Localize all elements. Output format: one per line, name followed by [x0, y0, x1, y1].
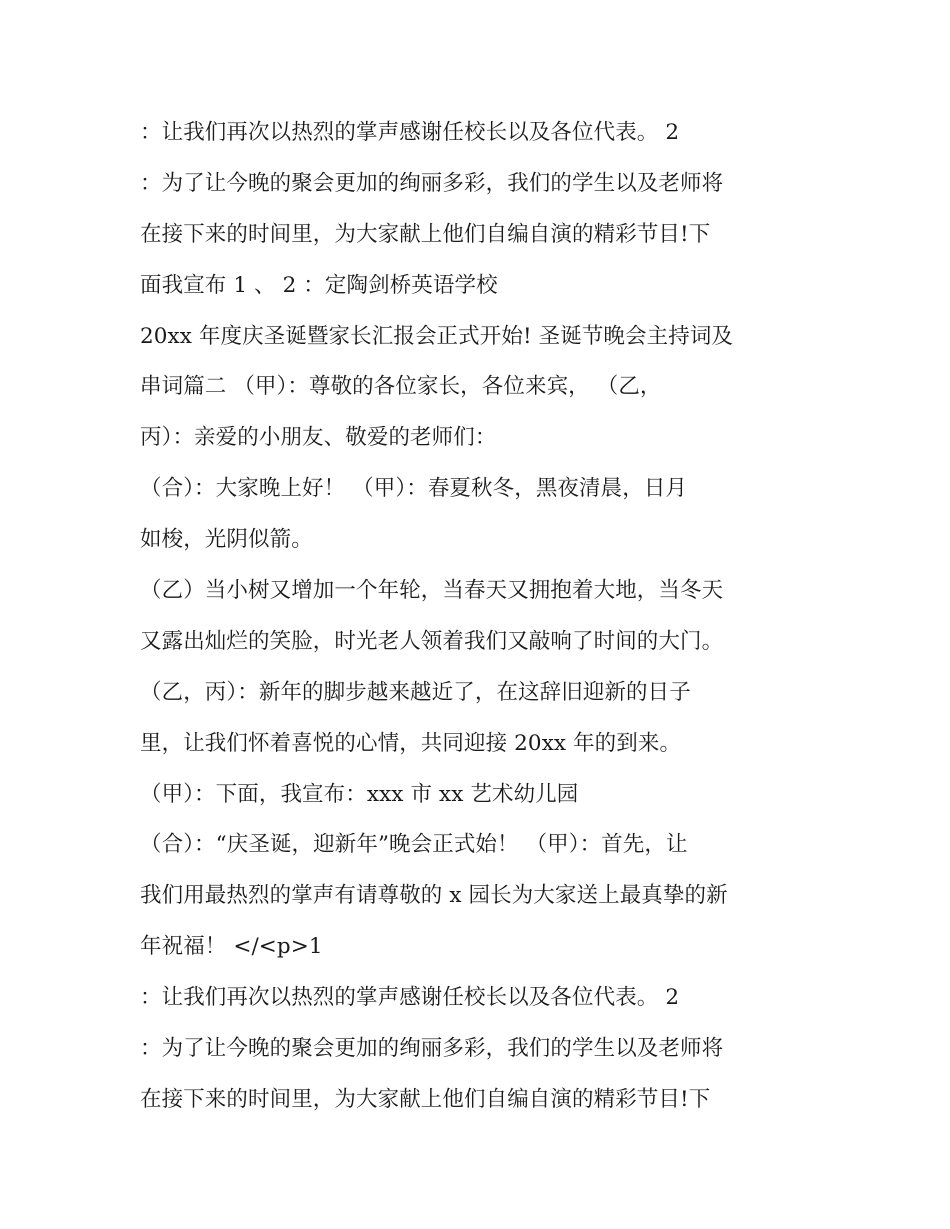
text-line: 面我宣布 1 、 2 ：定陶剑桥英语学校: [140, 272, 498, 298]
text-line: 我们用最热烈的掌声有请尊敬的 x 园长为大家送上最真挚的新: [140, 883, 728, 909]
text-line: ：为了让今晚的聚会更加的绚丽多彩，我们的学生以及老师将: [140, 1036, 724, 1062]
text-line: （合）：大家晚上好！ （甲）：春夏秋冬，黑夜清晨，日月: [140, 476, 688, 502]
text-line: 年祝福！ </<p>1: [140, 934, 323, 960]
text-line: ：为了让今晚的聚会更加的绚丽多彩，我们的学生以及老师将: [140, 170, 724, 196]
text-line: 串词篇二 （甲）：尊敬的各位家长，各位来宾， （乙，: [140, 374, 662, 400]
text-line: ：让我们再次以热烈的掌声感谢任校长以及各位代表。 2: [140, 120, 680, 145]
text-line: ：让我们再次以热烈的掌声感谢任校长以及各位代表。 2: [140, 985, 680, 1011]
text-line: （甲）：下面，我宣布：xxx 市 xx 艺术幼儿园: [140, 781, 579, 807]
text-line: 如梭，光阴似箭。: [140, 527, 313, 553]
text-line: （合）：“庆圣诞，迎新年”晚会正式始！ （甲）：首先，让: [140, 832, 688, 858]
document-body: [140, 108, 830, 1126]
text-line: 在接下来的时间里，为大家献上他们自编自演的精彩节目!下: [140, 1086, 711, 1112]
text-line: （乙）当小树又增加一个年轮，当春天又拥抱着大地，当冬天: [140, 578, 724, 604]
text-line: 丙）：亲爱的小朋友、敬爱的老师们：: [140, 425, 497, 451]
text-line: （乙，丙）：新年的脚步越来越近了，在这辞旧迎新的日子: [140, 679, 691, 705]
text-line: 又露出灿烂的笑脸，时光老人领着我们又敲响了时间的大门。: [140, 628, 724, 654]
text-line: 20xx 年度庆圣诞暨家长汇报会正式开始! 圣诞节晚会主持词及: [140, 323, 734, 349]
text-line: 里，让我们怀着喜悦的心情，共同迎接 20xx 年的到来。: [140, 730, 682, 756]
text-line: 在接下来的时间里，为大家献上他们自编自演的精彩节目!下: [140, 221, 711, 247]
